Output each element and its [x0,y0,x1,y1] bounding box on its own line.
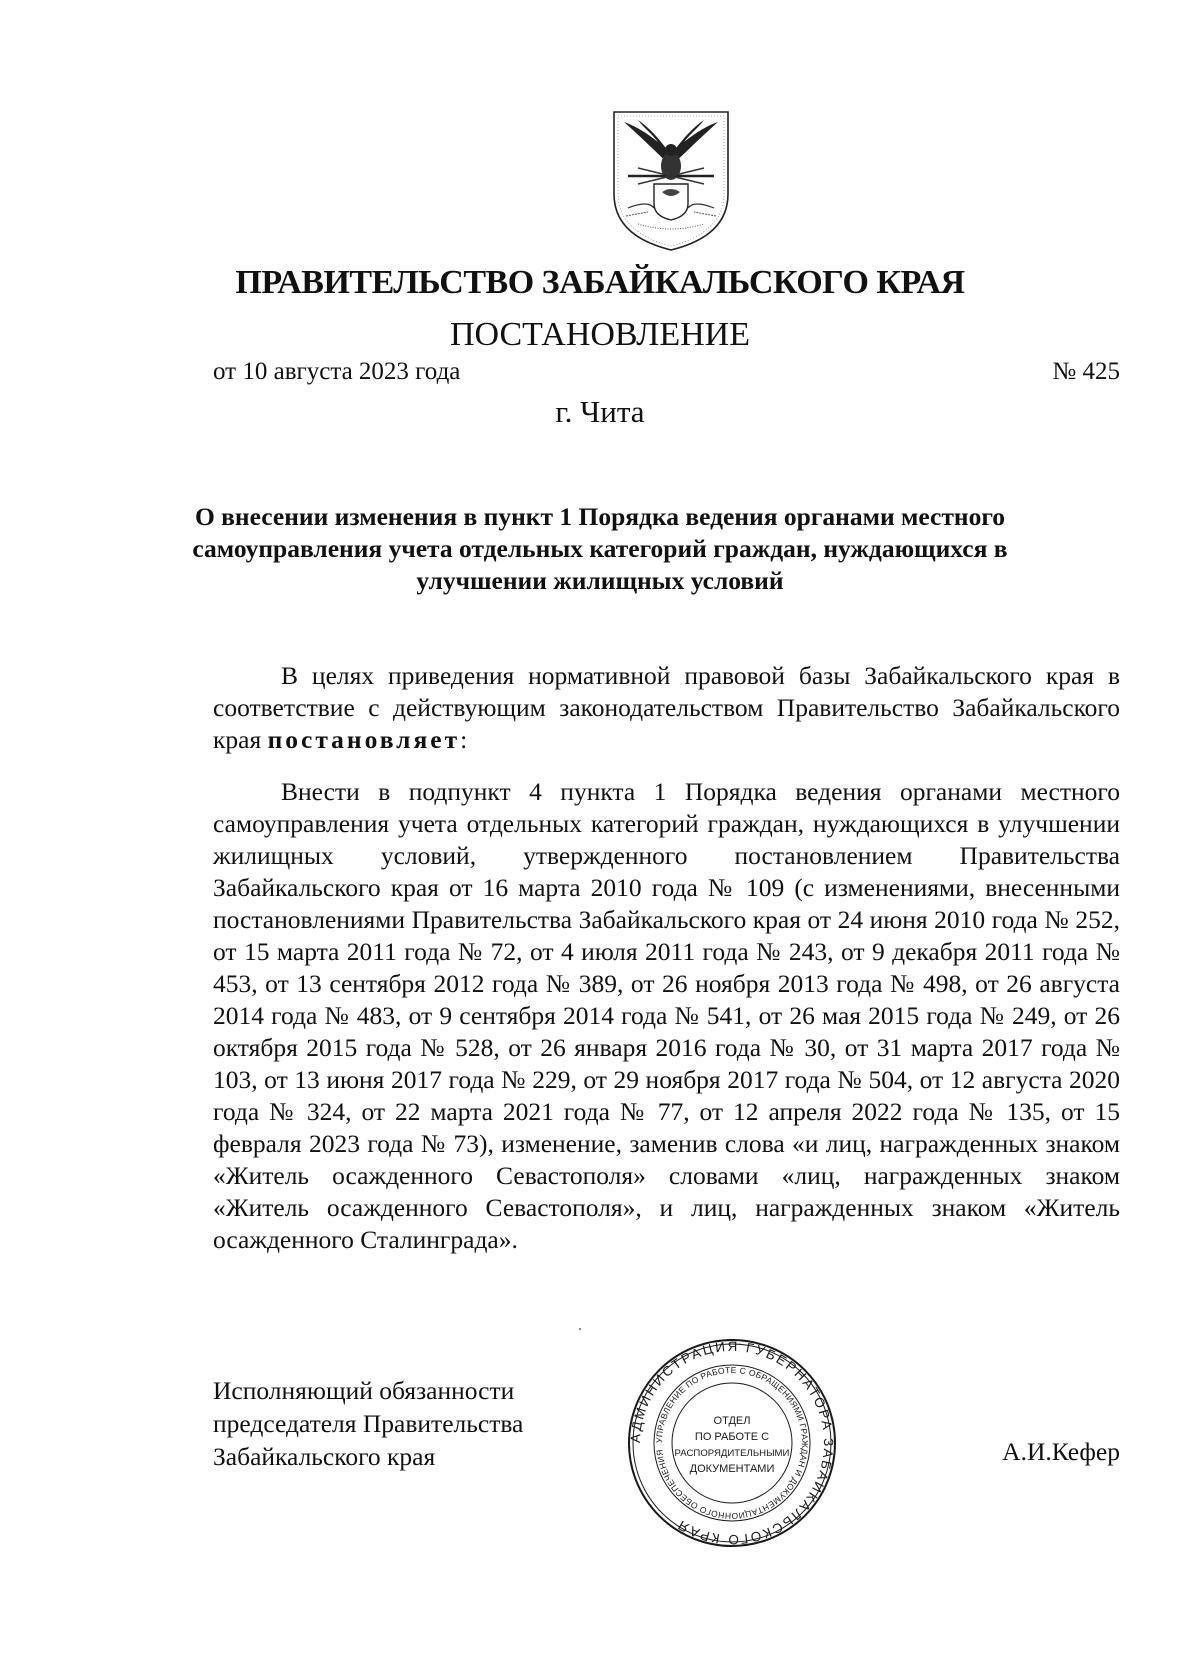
preamble-text: В целях приведения нормативной правовой базы Забайкальского края в соответствие с действующим законодательством Правительство Забайкальского края [213,661,1120,754]
svg-text:УПРАВЛЕНИЕ ПО РАБОТЕ С ОБРАЩЕН [654,1365,810,1521]
stamp-inner-ring-text: УПРАВЛЕНИЕ ПО РАБОТЕ С ОБРАЩЕНИЯМИ ГРАЖДАН И ДОКУМЕНТАЦИОННОГО ОБЕСПЕЧЕНИЯ [653,1364,811,1522]
subject-line: улучшении жилищных условий [416,566,784,595]
position-line: председателя Правительства [213,1409,524,1438]
document-number: № 425 [1052,358,1120,385]
preamble-paragraph [213,660,1120,756]
document-subject [170,501,1030,597]
resolves-word: постановляет [267,725,461,754]
signatory-name: А.И.Кефер [1002,1437,1120,1466]
preamble-colon: : [460,725,468,754]
resolution-paragraph: Внести в подпункт 4 пункта 1 Порядка ведения органами местного самоуправления учета отдельных категорий граждан, нуждающихся в улучшении жилищных условий, утвержденного постановлением Правительства Забайкальского края от 16 марта 2010 года № 109 (с изменениями, внесенными постановлениями Правительства Забайкальского края от 24 июня 2010 года № 252, от 15 марта 2011 года № 72, от 4 июля 2011 года № 243, от 9 декабря 2011 года № 453, от 13 сентября 2012 года № 389, от 26 ноября 2013 года № 498, от 26 августа 2014 года № 483, от 9 сентября 2014 года № 541, от 26 мая 2015 года № 249, от 26 октября 2015 года № 528, от 26 января 2016 года № 30, от 31 марта 2017 года № 103, от 13 июня 2017 года № 229, от 29 ноября 2017 года № 504, от 12 августа 2020 года № 324, от 22 марта 2021 года № 77, от 12 апреля 2022 года № 135, от 15 февраля 2023 года № 73), изменение, заменив слова «и лиц, награжденных знаком «Житель осажденного Севастополя» словами «лиц, награжденных знаком «Житель осажденного Севастополя», и лиц, награжденных знаком «Житель осажденного Сталинграда». [213,777,1120,1254]
document-type: ПОСТАНОВЛЕНИЕ [449,316,751,353]
document-date: от 10 августа 2023 года [213,358,461,385]
subject-line: О внесении изменения в пункт 1 Порядка ведения органами местного [194,502,1006,531]
stamp-center-line: ДОКУМЕНТАМИ [689,1463,775,1475]
stamp-center-line: ПО РАБОТЕ С [694,1431,770,1443]
document-city: г. Чита [555,394,645,429]
coat-of-arms-icon [608,108,734,254]
stamp-center-line: РАСПОРЯДИТЕЛЬНЫМИ [674,1448,790,1459]
government-title: ПРАВИТЕЛЬСТВО ЗАБАЙКАЛЬСКОГО КРАЯ [235,264,965,301]
subject-line: самоуправления учета отдельных категорий граждан, нуждающихся в [192,534,1008,563]
position-line: Исполняющий обязанности [213,1376,515,1405]
scan-speck [579,1328,581,1330]
stamp-outer-text: АДМИНИСТРАЦИЯ ГУБЕРНАТОРА ЗАБАЙКАЛЬСКОГО КРАЯ [627,1338,837,1548]
official-stamp [627,1338,837,1548]
signatory-position [213,1374,523,1473]
position-line: Забайкальского края [213,1442,436,1471]
stamp-center-line: ОТДЕЛ [713,1415,751,1427]
